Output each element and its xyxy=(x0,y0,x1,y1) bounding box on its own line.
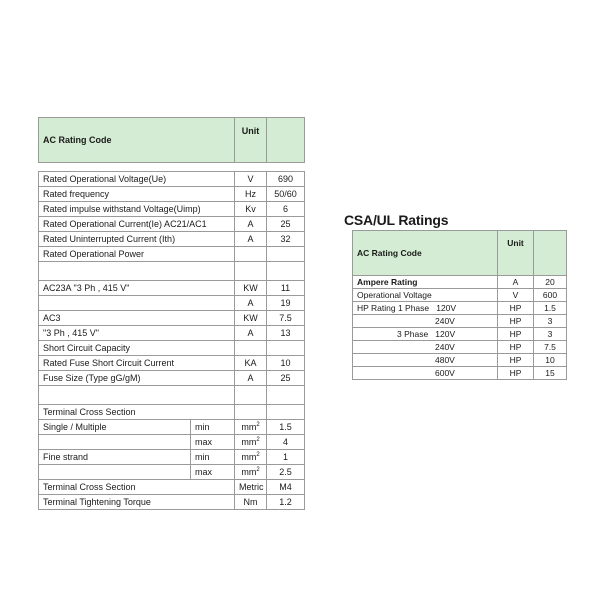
row-value xyxy=(267,341,305,356)
row-value: 3 xyxy=(534,315,567,328)
row-value: 11 xyxy=(267,281,305,296)
table-row xyxy=(39,187,305,202)
table-row xyxy=(353,289,567,302)
row-unit xyxy=(235,405,267,420)
row-label: Fine strand xyxy=(39,450,191,465)
row-value: 1.2 xyxy=(267,495,305,510)
row-value: 6 xyxy=(267,202,305,217)
row-label: Operational Voltage xyxy=(353,289,498,302)
row-value: 1.5 xyxy=(534,302,567,315)
row-label: HP Rating 1 Phase 120V xyxy=(353,302,498,315)
table-row xyxy=(39,420,305,435)
row-label: Rated impulse withstand Voltage(Uimp) xyxy=(39,202,235,217)
table-row xyxy=(353,328,567,341)
row-label xyxy=(39,465,191,480)
row-label: Rated Operational Current(Ie) AC21/AC1 xyxy=(39,217,235,232)
row-label: Rated Operational Voltage(Ue) xyxy=(39,172,235,187)
row-label: Single / Multiple xyxy=(39,420,191,435)
table-row xyxy=(39,405,305,420)
row-unit: Hz xyxy=(235,187,267,202)
row-unit: A xyxy=(235,217,267,232)
row-unit: Kv xyxy=(235,202,267,217)
row-unit: V xyxy=(235,172,267,187)
table-row xyxy=(39,356,305,371)
row-label: 600V xyxy=(353,367,498,380)
row-unit xyxy=(235,341,267,356)
row-unit: A xyxy=(235,296,267,311)
blank-row xyxy=(39,386,305,405)
row-unit: KW xyxy=(235,281,267,296)
row-unit: HP xyxy=(498,302,534,315)
row-value xyxy=(267,247,305,262)
row-label xyxy=(39,435,191,450)
ac-rating-code-header: AC Rating Code xyxy=(353,231,498,276)
row-unit: KW xyxy=(235,311,267,326)
unit-header: Unit xyxy=(235,118,267,163)
table-row xyxy=(39,435,305,450)
table-row xyxy=(39,311,305,326)
row-value: 25 xyxy=(267,371,305,386)
table-row xyxy=(353,315,567,328)
row-unit: A xyxy=(235,371,267,386)
row-unit: HP xyxy=(498,367,534,380)
row-unit xyxy=(235,247,267,262)
row-label: "3 Ph , 415 V" xyxy=(39,326,235,341)
row-label: AC23A "3 Ph , 415 V" xyxy=(39,281,235,296)
value-header xyxy=(267,118,305,163)
row-value: 10 xyxy=(267,356,305,371)
table-row xyxy=(353,367,567,380)
row-label: 240V xyxy=(353,341,498,354)
table-row xyxy=(39,247,305,262)
table-row xyxy=(39,296,305,311)
row-label: Ampere Rating xyxy=(353,276,498,289)
row-value: 50/60 xyxy=(267,187,305,202)
row-sub: max xyxy=(191,465,235,480)
row-value xyxy=(267,405,305,420)
row-value: 3 xyxy=(534,328,567,341)
row-unit: A xyxy=(235,326,267,341)
row-value: 20 xyxy=(534,276,567,289)
table-row xyxy=(39,281,305,296)
row-unit: KA xyxy=(235,356,267,371)
row-sub: max xyxy=(191,435,235,450)
row-value: 7.5 xyxy=(267,311,305,326)
table-row xyxy=(39,202,305,217)
row-unit: V xyxy=(498,289,534,302)
row-value: 13 xyxy=(267,326,305,341)
row-label: Terminal Cross Section xyxy=(39,405,235,420)
row-label: Terminal Cross Section xyxy=(39,480,235,495)
table-row xyxy=(39,217,305,232)
row-unit: A xyxy=(498,276,534,289)
table-row xyxy=(353,302,567,315)
row-unit: $mm^2$ xyxy=(235,450,267,465)
row-value: 32 xyxy=(267,232,305,247)
row-label: Rated Fuse Short Circuit Current xyxy=(39,356,235,371)
value-header xyxy=(534,231,567,276)
blank-row xyxy=(39,262,305,281)
row-unit: HP xyxy=(498,315,534,328)
row-value: 15 xyxy=(534,367,567,380)
table-row xyxy=(39,371,305,386)
row-value: 1 xyxy=(267,450,305,465)
row-value: M4 xyxy=(267,480,305,495)
row-label: Fuse Size (Type gG/gM) xyxy=(39,371,235,386)
table-row xyxy=(353,276,567,289)
row-sub: min xyxy=(191,420,235,435)
row-unit: $mm^2$ xyxy=(235,435,267,450)
row-unit: HP xyxy=(498,328,534,341)
table-row xyxy=(39,172,305,187)
table-header xyxy=(353,231,567,276)
row-label: Terminal Tightening Torque xyxy=(39,495,235,510)
table-row xyxy=(39,326,305,341)
row-unit: $mm^2$ xyxy=(235,420,267,435)
row-value: 19 xyxy=(267,296,305,311)
table-row xyxy=(39,495,305,510)
table-row xyxy=(39,341,305,356)
row-label: Rated Operational Power xyxy=(39,247,235,262)
row-value: 25 xyxy=(267,217,305,232)
row-sub: min xyxy=(191,450,235,465)
row-value: 7.5 xyxy=(534,341,567,354)
row-unit: Metric xyxy=(235,480,267,495)
row-unit: HP xyxy=(498,341,534,354)
row-label: 480V xyxy=(353,354,498,367)
ac-rating-table xyxy=(38,117,305,510)
row-value: 10 xyxy=(534,354,567,367)
table-row xyxy=(353,354,567,367)
unit-header: Unit xyxy=(498,231,534,276)
row-label: AC3 xyxy=(39,311,235,326)
row-value: 4 xyxy=(267,435,305,450)
row-value: 600 xyxy=(534,289,567,302)
row-label: Short Circuit Capacity xyxy=(39,341,235,356)
row-unit: A xyxy=(235,232,267,247)
table-row xyxy=(39,465,305,480)
table-row xyxy=(39,450,305,465)
table-row xyxy=(39,232,305,247)
row-value: 690 xyxy=(267,172,305,187)
row-value: 2.5 xyxy=(267,465,305,480)
row-label: Rated Uninterrupted Current (Ith) xyxy=(39,232,235,247)
table-header xyxy=(39,118,305,163)
table-row xyxy=(353,341,567,354)
row-label: Rated frequency xyxy=(39,187,235,202)
csa-ul-title: CSA/UL Ratings xyxy=(344,212,449,228)
table-row xyxy=(39,480,305,495)
row-label xyxy=(39,296,235,311)
row-label: 3 Phase 120V xyxy=(353,328,498,341)
row-unit: $mm^2$ xyxy=(235,465,267,480)
row-label: 240V xyxy=(353,315,498,328)
csa-ul-table xyxy=(352,230,567,380)
row-unit: HP xyxy=(498,354,534,367)
ac-rating-code-header: AC Rating Code xyxy=(39,118,235,163)
row-value: 1.5 xyxy=(267,420,305,435)
row-unit: Nm xyxy=(235,495,267,510)
